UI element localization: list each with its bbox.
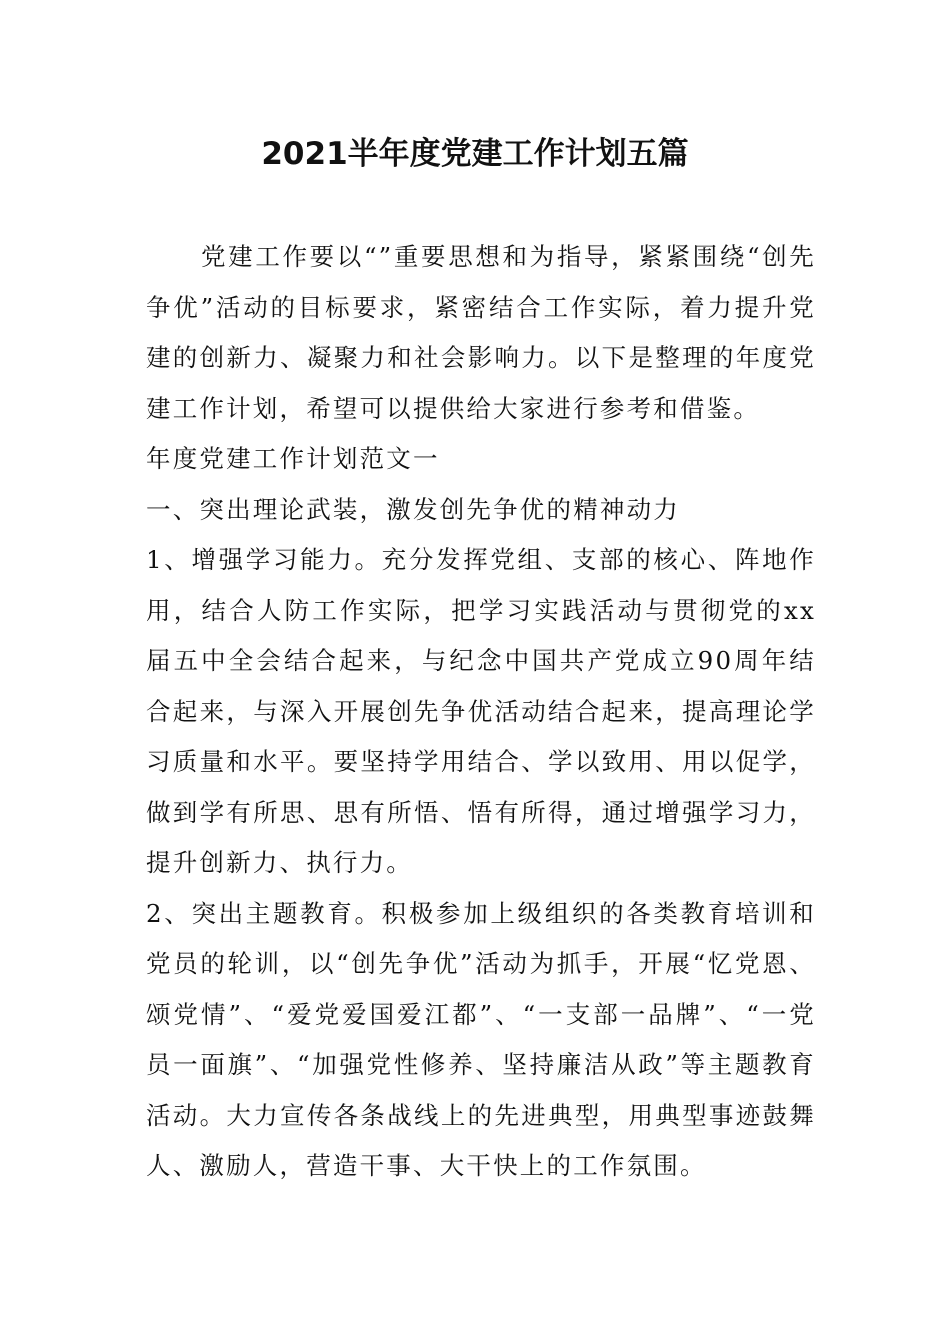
body-paragraph-study: 1、增强学习能力。充分发挥党组、支部的核心、阵地作用，结合人防工作实际，把学习实践活动与贯彻党的xx届五中全会结合起来，与纪念中国共产党成立90周年结合起来，与深入开展创先争优活动结合起来，提高理论学习质量和水平。要坚持学用结合、学以致用、用以促学，做到学有所思、思有所悟、悟有所得，通过增强学习力，提升创新力、执行力。 [146, 545, 816, 877]
section-heading: 年度党建工作计划范文一 [146, 444, 440, 473]
intro-paragraph: 党建工作要以“”重要思想和为指导，紧紧围绕“创先争优”活动的目标要求，紧密结合工作实际，着力提升党建的创新力、凝聚力和社会影响力。以下是整理的年度党建工作计划，希望可以提供给大家进行参考和借鉴。 [146, 242, 816, 423]
body-paragraph-education: 2、突出主题教育。积极参加上级组织的各类教育培训和党员的轮训，以“创先争优”活动为抓手，开展“忆党恩、颂党情”、“爱党爱国爱江都”、“一支部一品牌”、“一党员一面旗”、“加强党性修养、坚持廉洁从政”等主题教育活动。大力宣传各条战线上的先进典型，用典型事迹鼓舞人、激励人，营造干事、大干快上的工作氛围。 [146, 898, 816, 1180]
document-title: 2021半年度党建工作计划五篇 [261, 136, 689, 172]
document-body [146, 232, 816, 1192]
subsection-heading: 一、突出理论武装，激发创先争优的精神动力 [146, 494, 680, 524]
